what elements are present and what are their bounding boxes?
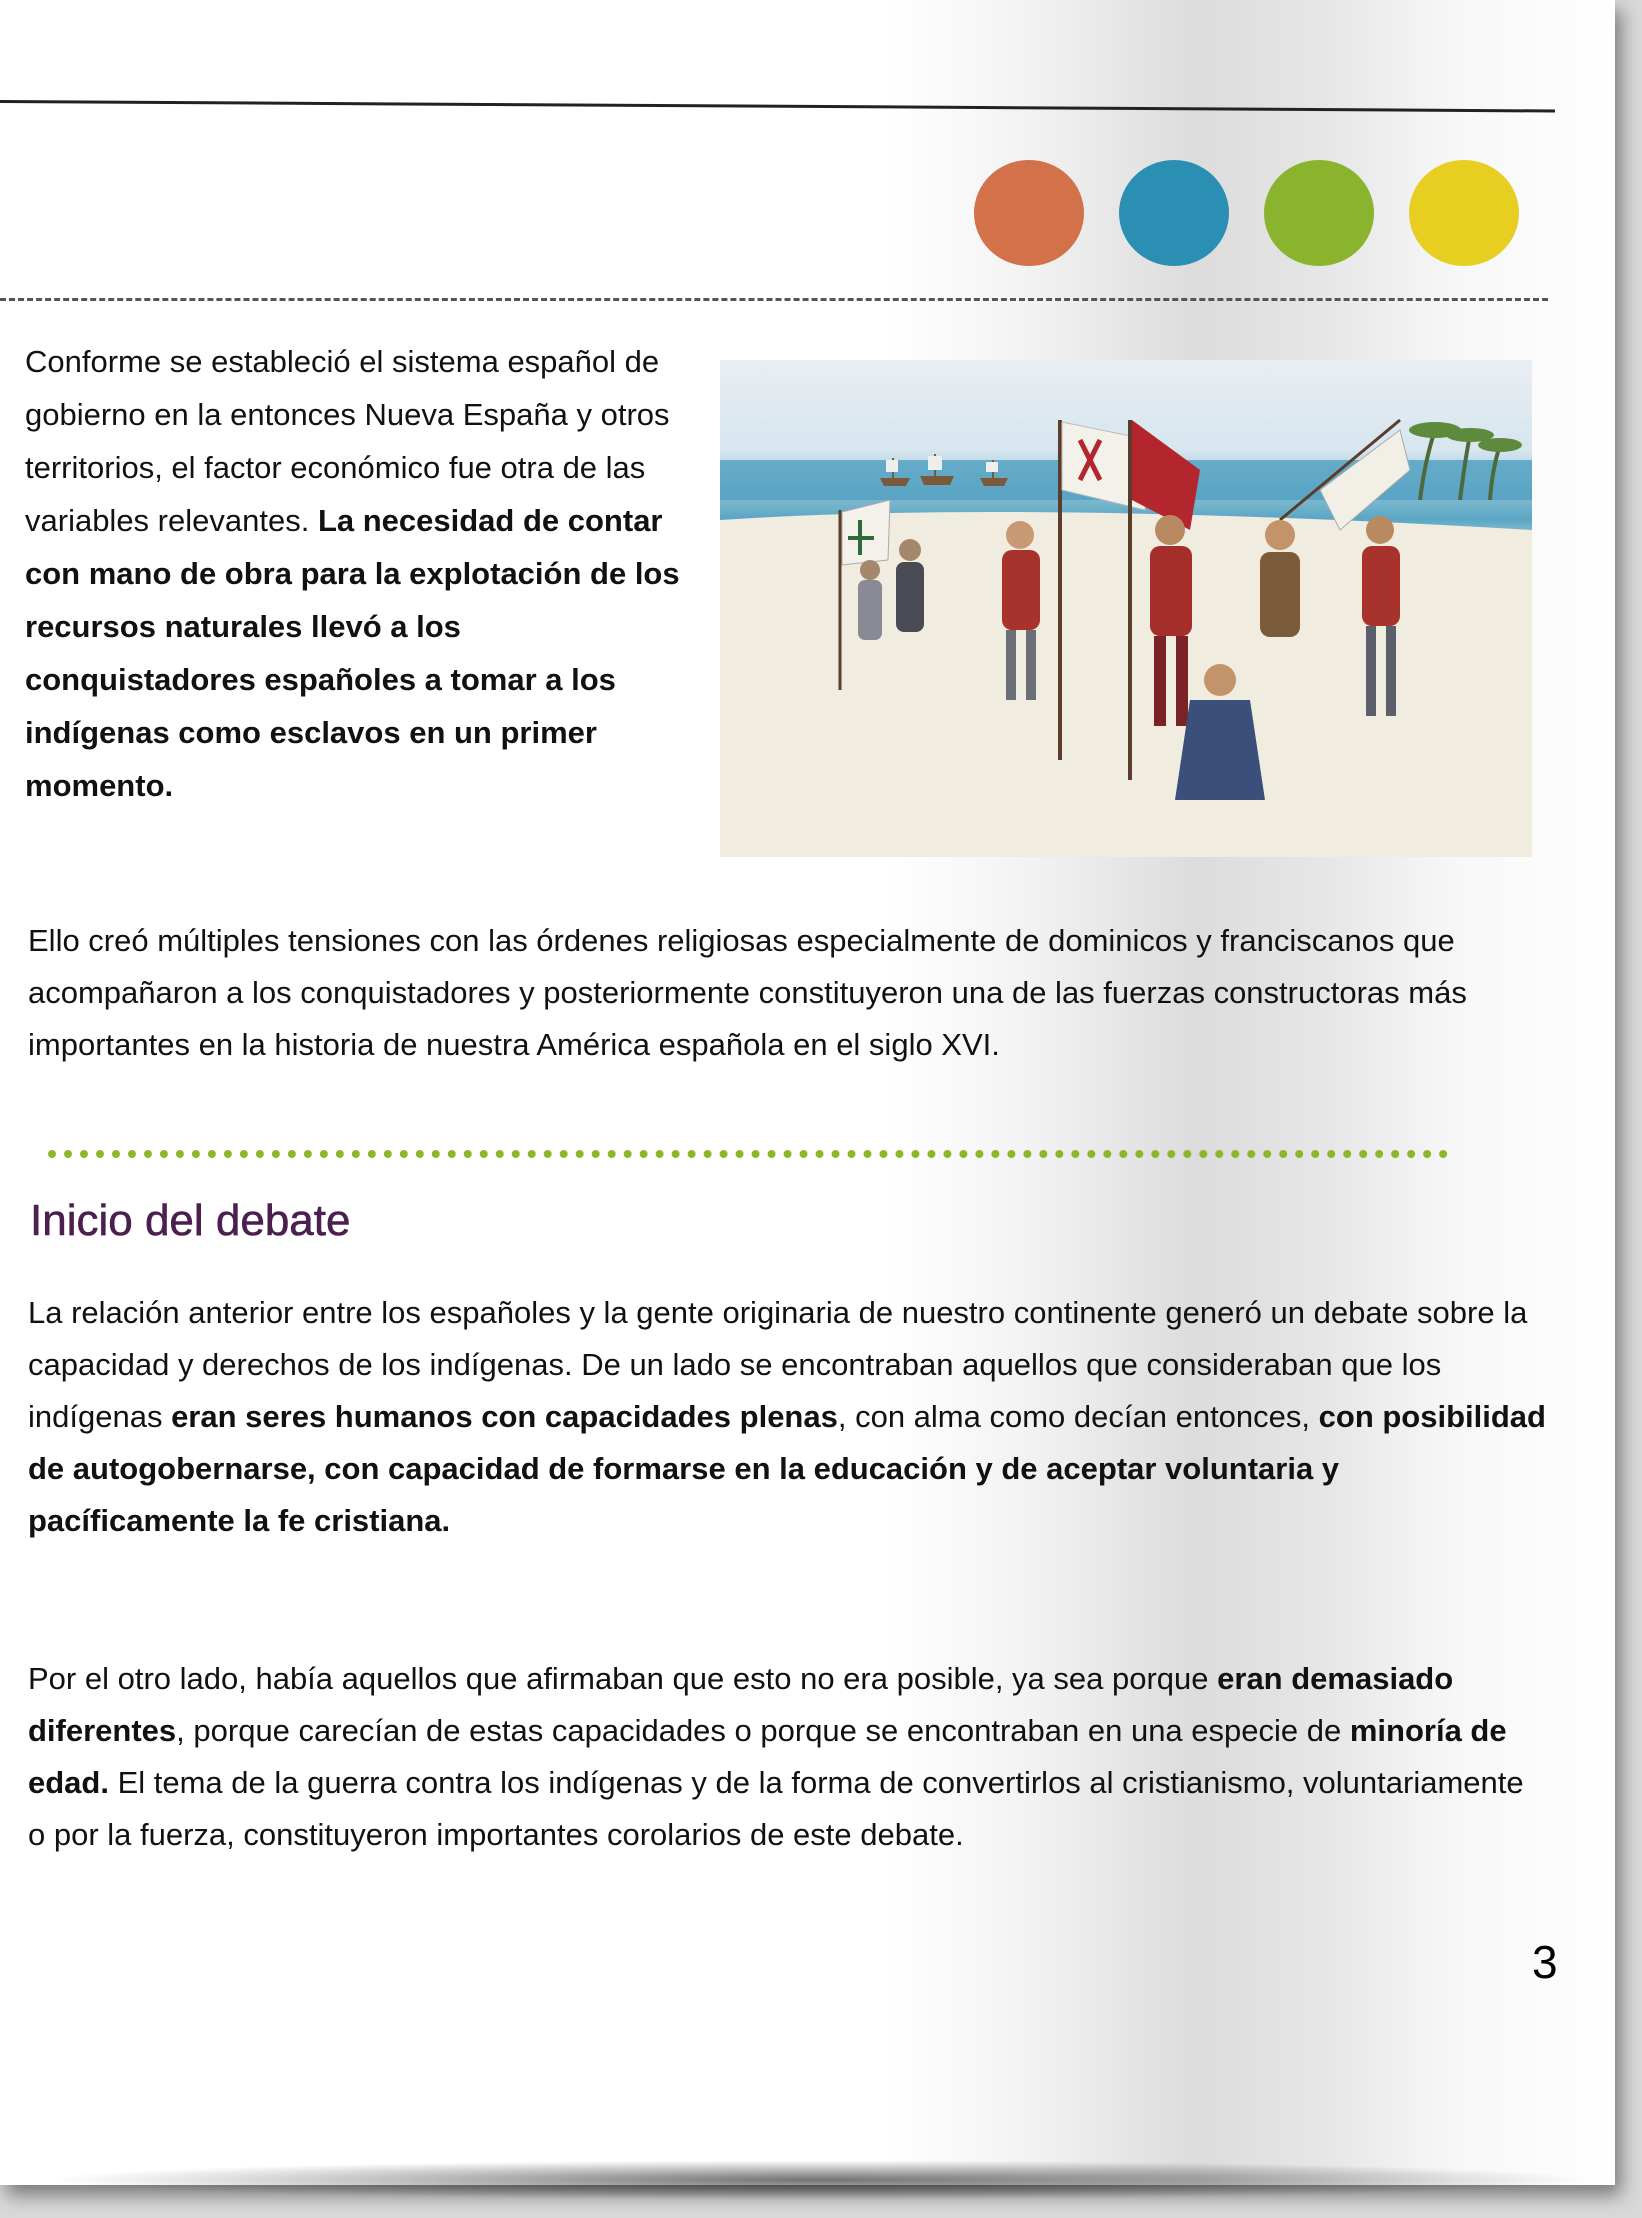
debate-bold-2: con posibilidad de autogobernarse, con capacidad de formarse en la educación y de aceptar voluntaria y pacíficamente la fe cristiana. bbox=[28, 1399, 1546, 1538]
illustration-svg bbox=[720, 360, 1532, 857]
page-number: 3 bbox=[1532, 1936, 1558, 1988]
other-bold-1: eran demasiado diferentes bbox=[28, 1661, 1454, 1748]
conquistadors-illustration bbox=[720, 360, 1532, 857]
intro-bold-text: La necesidad de contar con mano de obra para la explotación de los recursos naturales llevó a los conquistadores españoles a tomar a los indígenas como esclavos en un primer momento. bbox=[25, 503, 680, 803]
other-text-2: , porque carecían de estas capacidades o porque se encontraban en una especie de bbox=[176, 1713, 1350, 1748]
dashed-divider bbox=[0, 298, 1548, 301]
blue-dot bbox=[1119, 160, 1229, 266]
debate-text-1: La relación anterior entre los españoles y la gente originaria de nuestro continente generó un debate sobre la capacidad y derechos de los indígenas. De un lado se encontraban aquellos que consideraban que los indígenas bbox=[28, 1295, 1528, 1434]
orange-dot bbox=[974, 160, 1084, 266]
page-shadow bbox=[40, 2160, 1600, 2200]
top-rule bbox=[0, 100, 1555, 112]
intro-text: Conforme se estableció el sistema español de gobierno en la entonces Nueva España y otros territorios, el factor económico fue otra de las variables relevantes. bbox=[25, 344, 670, 538]
paragraph-other-side bbox=[28, 1653, 1548, 1861]
intro-paragraph bbox=[25, 335, 685, 812]
debate-text-2: , con alma como decían entonces, bbox=[837, 1399, 1319, 1434]
color-dots bbox=[974, 160, 1519, 266]
paragraph-debate bbox=[28, 1287, 1548, 1547]
debate-bold-1: eran seres humanos con capacidades plenas bbox=[171, 1399, 838, 1434]
green-dot bbox=[1264, 160, 1374, 266]
paragraph-religious-orders: Ello creó múltiples tensiones con las órdenes religiosas especialmente de dominicos y franciscanos que acompañaron a los conquistadores y posteriormente constituyeron una de las fuerzas constructoras más importantes en la historia de nuestra América española en el siglo XVI. bbox=[28, 923, 1467, 1062]
other-text-1: Por el otro lado, había aquellos que afirmaban que esto no era posible, ya sea porque bbox=[28, 1661, 1218, 1696]
green-dotted-divider bbox=[48, 1150, 1448, 1158]
other-bold-2: minoría de edad. bbox=[28, 1713, 1507, 1800]
yellow-dot bbox=[1409, 160, 1519, 266]
other-text-3: El tema de la guerra contra los indígenas y de la forma de convertirlos al cristianismo, voluntariamente o por la fuerza, constituyeron importantes corolarios de este debate. bbox=[28, 1765, 1524, 1852]
section-heading: Inicio del debate bbox=[30, 1196, 351, 1245]
